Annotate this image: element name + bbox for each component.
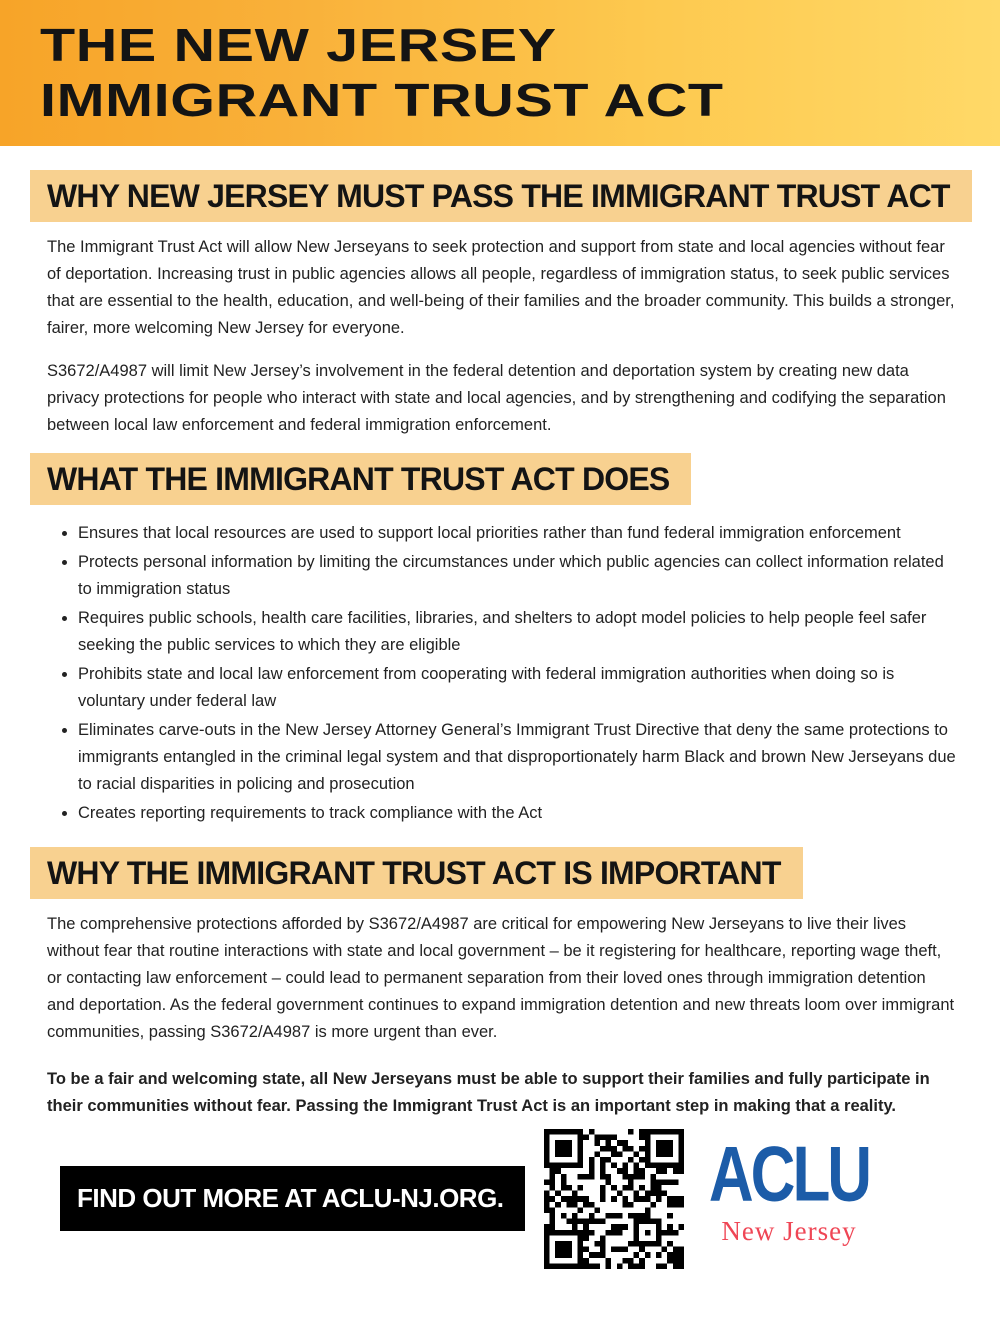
aclu-logo-subtitle: New Jersey [721,1215,857,1246]
section-heading-wrap [30,453,955,505]
page-title [40,18,1000,128]
section-heading-wrap [30,847,955,899]
bullet-item: • Eliminates carve-outs in the New Jersey Attorney General’s Immigrant Trust Directive that deny the same protections to immigrants entangled in the criminal legal system and that disproportionately harm Black and brown New Jerseyans due to racial disparities in policing and prosecution [78,717,958,798]
cta-label: FIND OUT MORE AT ACLU-NJ.ORG. [77,1183,504,1213]
footer-row [60,1126,875,1271]
why-pass-paragraph-1: The Immigrant Trust Act will allow New Jerseyans to seek protection and support from state and local agencies without fear of deportation. Increasing trust in public agencies allows all people, regardless of immigration status, to seek public services that are essential to the health, education, and well-being of their families and the broader community. This builds a stronger, fairer, more welcoming New Jersey for everyone. [47,238,955,337]
section-heading-wrap [30,170,955,222]
title-banner [0,0,1000,146]
bullet-item: • Ensures that local resources are used to support local priorities rather than fund federal immigration enforcement [78,520,958,547]
why-important-bold-paragraph: To be a fair and welcoming state, all New Jerseyans must be able to support their families and fully participate in their communities without fear. Passing the Immigrant Trust Act is an important step in making that a reality. [47,1070,930,1115]
section-heading-why-important: WHY THE IMMIGRANT TRUST ACT IS IMPORTANT [30,847,803,899]
aclu-nj-logo [703,1131,875,1246]
bullet-item: • Creates reporting requirements to track compliance with the Act [78,800,958,827]
section-why-important [30,847,955,1120]
why-important-paragraph: The comprehensive protections afforded by S3672/A4987 are critical for empowering New Jerseyans to live their lives without fear that routine interactions with state and local government – be it registering for healthcare, reporting wage theft, or contacting law enforcement – could lead to permanent separation from their loved ones through immigration detention and deportation. As the federal government continues to expand immigration detention and new threats loom over immigrant communities, passing S3672/A4987 is more urgent than ever. [47,915,955,1041]
aclu-wordmark: ACLU [708,1131,870,1218]
cta-banner [60,1166,525,1231]
why-pass-paragraph-2: S3672/A4987 will limit New Jersey’s involvement in the federal detention and deportation system by creating new data privacy protections for people who interact with state and local agencies, and by strengthening and codifying the separation between local law enforcement and federal immigration enforcement. [47,362,946,434]
section-heading-what-does: WHAT THE IMMIGRANT TRUST ACT DOES [30,453,691,505]
page-title-line2: IMMIGRANT TRUST ACT [40,74,724,126]
what-does-bullet-list [47,520,958,827]
page-title-line1: THE NEW JERSEY [40,19,557,71]
flyer-content [30,170,955,1271]
bullet-item: • Requires public schools, health care facilities, libraries, and shelters to adopt model policies to help people feel safer seeking the public services to which they are eligible [78,605,958,659]
bullet-item: • Prohibits state and local law enforcement from cooperating with federal immigration authorities when doing so is voluntary under federal law [78,661,958,715]
section-what-does [30,453,955,827]
bullet-item: • Protects personal information by limiting the circumstances under which public agencies can collect information related to immigration status [78,549,958,603]
qr-code [544,1129,684,1269]
section-why-pass [30,170,955,439]
section-heading-why-pass: WHY NEW JERSEY MUST PASS THE IMMIGRANT TRUST ACT [30,170,972,222]
